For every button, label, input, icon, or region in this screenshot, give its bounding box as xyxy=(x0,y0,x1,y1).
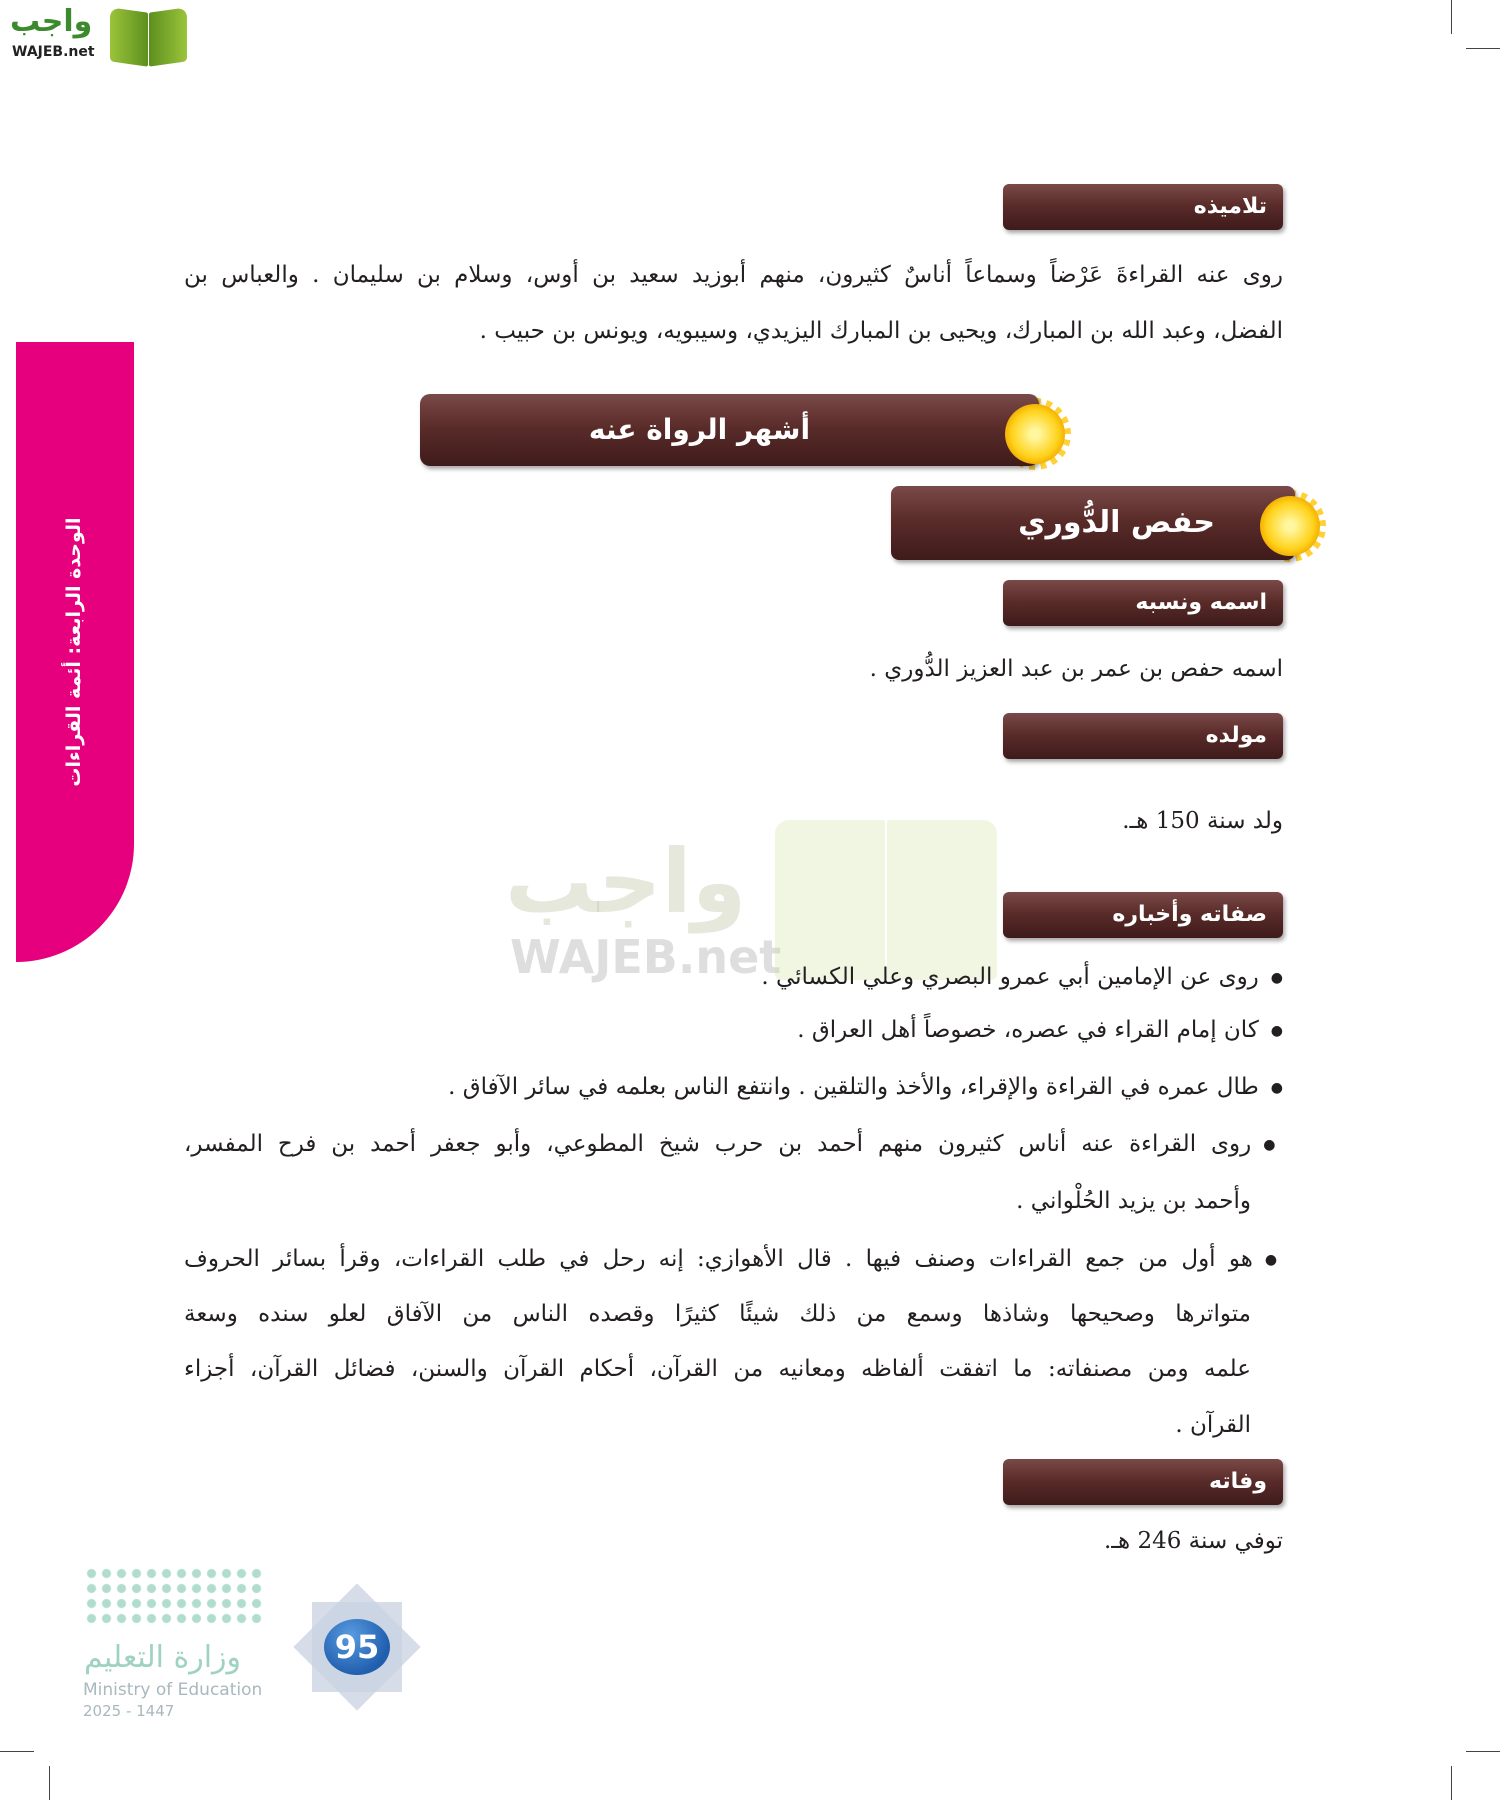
watermark-arabic: واجب xyxy=(505,830,747,933)
paragraph-line: روى عنه القراءةَ عَرْضاً وسماعاً أناسٌ كثيرون، منهم أبوزيد سعيد بن أوس، وسلام بن سليمان . والعباس بن xyxy=(184,262,1283,288)
bullet-item: ● روى عن الإمامين أبي عمرو البصري وعلي الكسائي . xyxy=(761,964,1283,990)
bullet-continuation: متواترها وصحيحها وشاذها وسمع من ذلك شيئًا كثيرًا وقصده الناس من الآفاق لعلو سنده وسعة xyxy=(184,1301,1251,1327)
watermark-latin: WAJEB.net xyxy=(510,930,782,984)
death-text: توفي سنة 246 هـ. xyxy=(1103,1528,1283,1554)
bullet-continuation: وأحمد بن يزيد الحُلْواني . xyxy=(1016,1188,1251,1214)
crop-mark xyxy=(49,1766,50,1800)
page-number: 95 xyxy=(324,1619,390,1675)
sun-icon xyxy=(1260,496,1320,556)
crop-mark xyxy=(1466,48,1500,49)
crop-mark xyxy=(1451,0,1452,34)
bullet-item: ● طال عمره في القراءة والإقراء، والأخذ والتلقين . وانتفع الناس بعلمه في سائر الآفاق . xyxy=(448,1074,1283,1100)
watermark-book-icon xyxy=(887,820,997,980)
sun-icon xyxy=(1005,404,1065,464)
ministry-english: Ministry of Education xyxy=(83,1680,263,1700)
bullet-item: ● هو أول من جمع القراءات وصنف فيها . قال الأهوازي: إنه رحل في طلب القراءات، وقرأ بسائر الحروف xyxy=(184,1246,1283,1272)
watermark-book-icon xyxy=(775,820,885,980)
section-header-birth: مولده xyxy=(1003,713,1283,759)
bullet-item: ● كان إمام القراء في عصره، خصوصاً أهل العراق . xyxy=(797,1017,1283,1043)
narrator-heading: حفص الدُّوري xyxy=(891,486,1295,560)
bullet-item: ● روى القراءة عنه أناس كثيرون منهم أحمد بن حرب شيخ المطوعي، وأبو جعفر أحمد بن فرح المفسر، xyxy=(184,1131,1283,1157)
logo-arabic: واجب xyxy=(10,4,93,39)
logo-latin: WAJEB.net xyxy=(12,44,95,60)
crop-mark xyxy=(1466,1751,1500,1752)
name-text: اسمه حفص بن عمر بن عبد العزيز الدُّوري . xyxy=(869,656,1283,682)
section-header-death: وفاته xyxy=(1003,1459,1283,1505)
edition-year: 2025 - 1447 xyxy=(83,1702,175,1720)
section-header-students: تلاميذه xyxy=(1003,184,1283,230)
unit-title: الوحدة الرابعة: أئمة القراءات xyxy=(63,517,85,787)
birth-text: ولد سنة 150 هـ. xyxy=(1122,808,1283,834)
bullet-continuation: القرآن . xyxy=(1175,1412,1251,1438)
book-icon xyxy=(149,7,187,66)
ministry-dots-logo xyxy=(84,1566,264,1624)
section-header-name: اسمه ونسبه xyxy=(1003,580,1283,626)
wajeb-logo[interactable] xyxy=(6,4,192,68)
ministry-arabic: وزارة التعليم xyxy=(84,1640,242,1675)
section-header-traits: صفاته وأخباره xyxy=(1003,892,1283,938)
unit-side-tab xyxy=(16,342,134,962)
bullet-continuation: علمه ومن مصنفاته: ما اتفقت ألفاظه ومعانيه من القرآن، أحكام القرآن والسنن، فضائل القرآن، أجزاء xyxy=(184,1356,1251,1382)
main-heading: أشهر الرواة عنه xyxy=(420,394,1039,466)
paragraph-line: الفضل، وعبد الله بن المبارك، ويحيى بن المبارك اليزيدي، وسيبويه، ويونس بن حبيب . xyxy=(479,318,1283,344)
book-icon xyxy=(110,7,148,66)
crop-mark xyxy=(1451,1766,1452,1800)
crop-mark xyxy=(0,1751,34,1752)
